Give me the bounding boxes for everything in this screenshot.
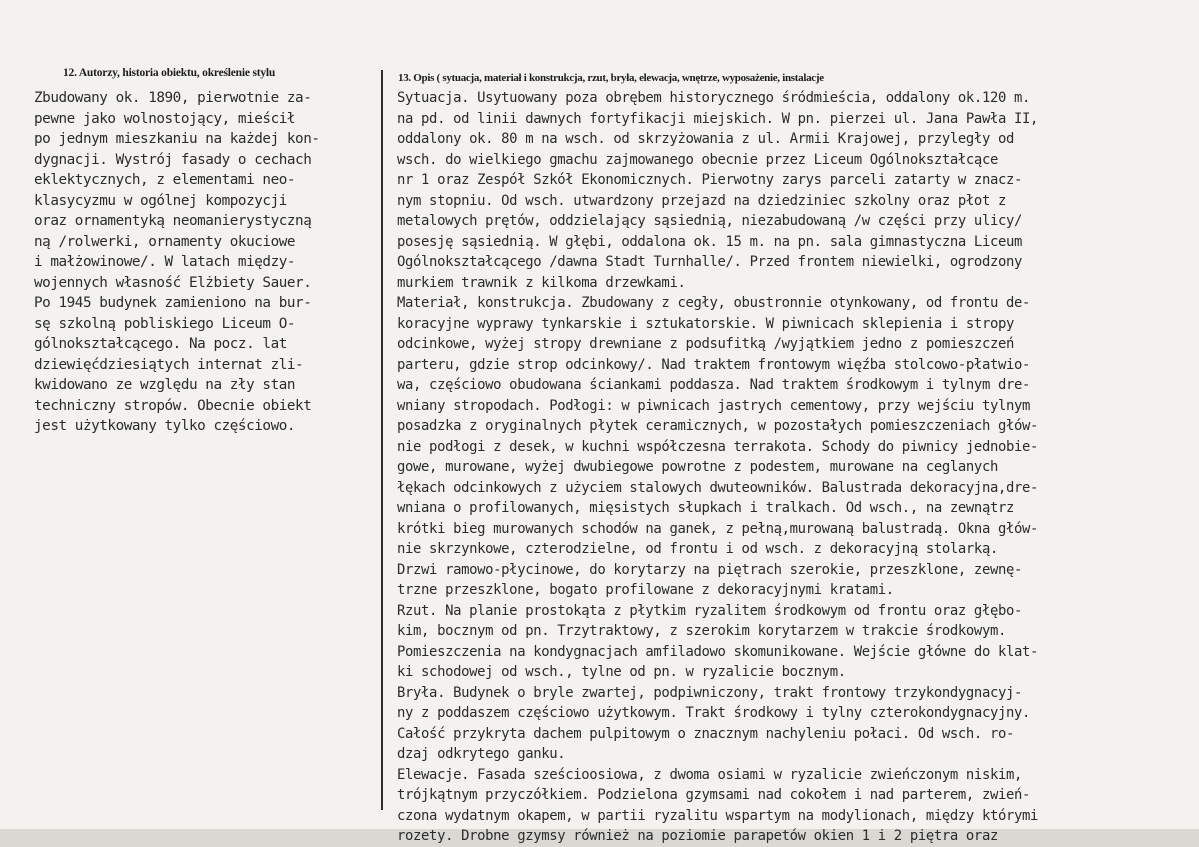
history-text-line: pewne jako wolnostojący, mieścił xyxy=(34,110,296,127)
description-text-line: koracyjne wyprawy tynkarskie i sztukatorskie. W piwnicach sklepienia i stropy xyxy=(397,315,1014,332)
history-text-line: Zbudowany ok. 1890, pierwotnie za- xyxy=(34,90,312,106)
history-text-line: klasycyzmu w ogólnej kompozycji xyxy=(34,192,287,209)
description-text-line: nr 1 oraz Zespół Szkół Ekonomicznych. Pierwotny zarys parceli zatarty w znacz- xyxy=(397,172,1023,188)
column-divider xyxy=(381,70,383,810)
description-text-line: wniana o profilowanych, mięsistych słupkach i tralkach. Od wsch., na zewnątrz xyxy=(397,500,1014,516)
history-text-line: dziewięćdziesiątych internat zli- xyxy=(34,356,304,373)
history-text-line: gólnokształcącego. Na pocz. lat xyxy=(34,336,287,352)
description-text-line: krótki bieg murowanych schodów na ganek, z pełną,murowaną balustradą. Okna głów- xyxy=(397,520,1039,537)
history-text-line: oraz ornamentyką neomanierystyczną xyxy=(34,213,312,229)
description-text-line: ny z poddaszem częściowo użytkowym. Trakt środkowy i tylny czterokondygnacyjny. xyxy=(397,705,1031,721)
description-text-line: Elewacje. Fasada sześcioosiowa, z dwoma osiami w ryzalicie zwieńczonym niskim, xyxy=(397,766,1023,783)
description-text-line: gowe, murowane, wyżej dwubiegowe powrotne z podestem, murowane na ceglanych xyxy=(397,459,998,475)
description-text-line: dzaj odkrytego ganku. xyxy=(397,746,566,762)
description-text-line: Bryła. Budynek o bryle zwartej, podpiwniczony, trakt frontowy trzykondygnacyj- xyxy=(397,684,1023,701)
history-text-column xyxy=(34,88,374,437)
history-text-line: sę szkolną pobliskiego Liceum O- xyxy=(34,315,296,332)
description-text-line: kim, bocznym od pn. Trzytraktowy, z szerokim korytarzem w trakcie środkowym. xyxy=(397,623,1006,639)
description-text-line: murkiem trawnik z kilkoma drzewkami. xyxy=(397,274,686,291)
description-text-line: nie podłogi z desek, w kuchni współczesna terrakota. Schody do piwnicy jednobie- xyxy=(397,438,1039,455)
description-text-line: parteru, gdzie strop odcinkowy/. Nad traktem frontowym więźba stolcowo-płatwio- xyxy=(397,356,1031,373)
description-text-line: odcinkowe, wyżej stropy drewniane z podsufitką /wyjątkiem jedno z pomieszczeń xyxy=(397,336,1014,352)
history-text-line: ną /rolwerki, ornamenty okuciowe xyxy=(34,233,296,250)
description-text-line: rozety. Drobne gzymsy również na poziomie parapetów okien 1 i 2 piętra oraz xyxy=(397,828,998,844)
description-text-line: łękach odcinkowych z użyciem stalowych dwuteowników. Balustrada dekoracyjna,dre- xyxy=(397,479,1039,496)
description-text-line: wniany stropodach. Podłogi: w piwnicach jastrych cementowy, przy wejściu tylnym xyxy=(397,397,1031,414)
history-text-line: po jednym mieszkaniu na każdej kon- xyxy=(34,131,320,147)
description-text-line: trójkątnym przyczółkiem. Podzielona gzymsami nad cokołem i nad parterem, zwień- xyxy=(397,787,1031,803)
history-text-line: i małżowinowe/. W latach między- xyxy=(34,254,296,270)
section-13-heading: 13. Opis ( sytuacja, materiał i konstrukcja, rzut, bryła, elewacja, wnętrze, wyposażenie, instalacje xyxy=(398,72,824,84)
description-text-line: Materiał, konstrukcja. Zbudowany z cegły, obustronnie otynkowany, od frontu de- xyxy=(397,295,1031,311)
description-text-line: na pd. od linii dawnych fortyfikacji miejskich. W pn. pierzei ul. Jana Pawła II, xyxy=(397,110,1039,127)
description-text-column xyxy=(397,88,1197,847)
section-12-heading: 12. Autorzy, historia obiektu, określenie stylu xyxy=(63,67,276,79)
description-text-line: nie skrzynkowe, czterodzielne, od frontu i od wsch. z dekoracyjną stolarką. xyxy=(397,541,998,557)
history-text-line: jest użytkowany tylko częściowo. xyxy=(34,418,296,434)
description-text-line: Całość przykryta dachem pulpitowym o znacznym nachyleniu połaci. Od wsch. ro- xyxy=(397,725,1014,742)
description-text-line: Pomieszczenia na kondygnacjach amfiladowo skomunikowane. Wejście główne do klat- xyxy=(397,643,1039,660)
description-text-line: Sytuacja. Usytuowany poza obrębem historycznego śródmieścia, oddalony ok.120 m. xyxy=(397,90,1031,106)
description-text-line: nym stopniu. Od wsch. utwardzony przejazd na dziedziniec szkolny oraz płot z xyxy=(397,192,1006,209)
history-text-line: techniczny stropów. Obecnie obiekt xyxy=(34,397,312,414)
description-text-line: posadzka z oryginalnych płytek ceramicznych, w pozostałych pomieszczeniach głów- xyxy=(397,418,1039,434)
history-text-line: wojennych własność Elżbiety Sauer. xyxy=(34,274,312,291)
description-text-line: posesję sąsiednią. W głębi, oddalona ok. 15 m. na pn. sala gimnastyczna Liceum xyxy=(397,233,1023,250)
description-text-line: wa, częściowo obudowana ściankami poddasza. Nad traktem środkowym i tylnym dre- xyxy=(397,377,1031,393)
history-text-line: kwidowano ze względu na zły stan xyxy=(34,377,296,393)
history-text-line: eklektycznych, z elementami neo- xyxy=(34,172,296,188)
history-text-line: Po 1945 budynek zamieniono na bur- xyxy=(34,295,312,311)
description-text-line: czona wydatnym okapem, w partii ryzalitu wspartym na modylionach, między którymi xyxy=(397,807,1039,824)
history-text-line: dygnacji. Wystrój fasady o cechach xyxy=(34,151,312,168)
description-text-line: Ogólnokształcącego /dawna Stadt Turnhalle/. Przed frontem niewielki, ogrodzony xyxy=(397,254,1023,270)
description-text-line: ki schodowej od wsch., tylne od pn. w ryzalicie bocznym. xyxy=(397,664,846,680)
description-text-line: metalowych prętów, oddzielający sąsiednią, niezabudowaną /w części przy ulicy/ xyxy=(397,213,1023,229)
description-text-line: Drzwi ramowo-płycinowe, do korytarzy na piętrach szerokie, przeszklone, zewnę- xyxy=(397,561,1023,578)
description-text-line: Rzut. Na planie prostokąta z płytkim ryzalitem środkowym od frontu oraz głębo- xyxy=(397,602,1023,619)
description-text-line: trzne przeszklone, bogato profilowane z dekoracyjnymi kratami. xyxy=(397,582,894,598)
description-text-line: oddalony ok. 80 m na wsch. od skrzyżowania z ul. Armii Krajowej, przyległy od xyxy=(397,131,1014,147)
description-text-line: wsch. do wielkiego gmachu zajmowanego obecnie przez Liceum Ogólnokształcące xyxy=(397,151,998,168)
